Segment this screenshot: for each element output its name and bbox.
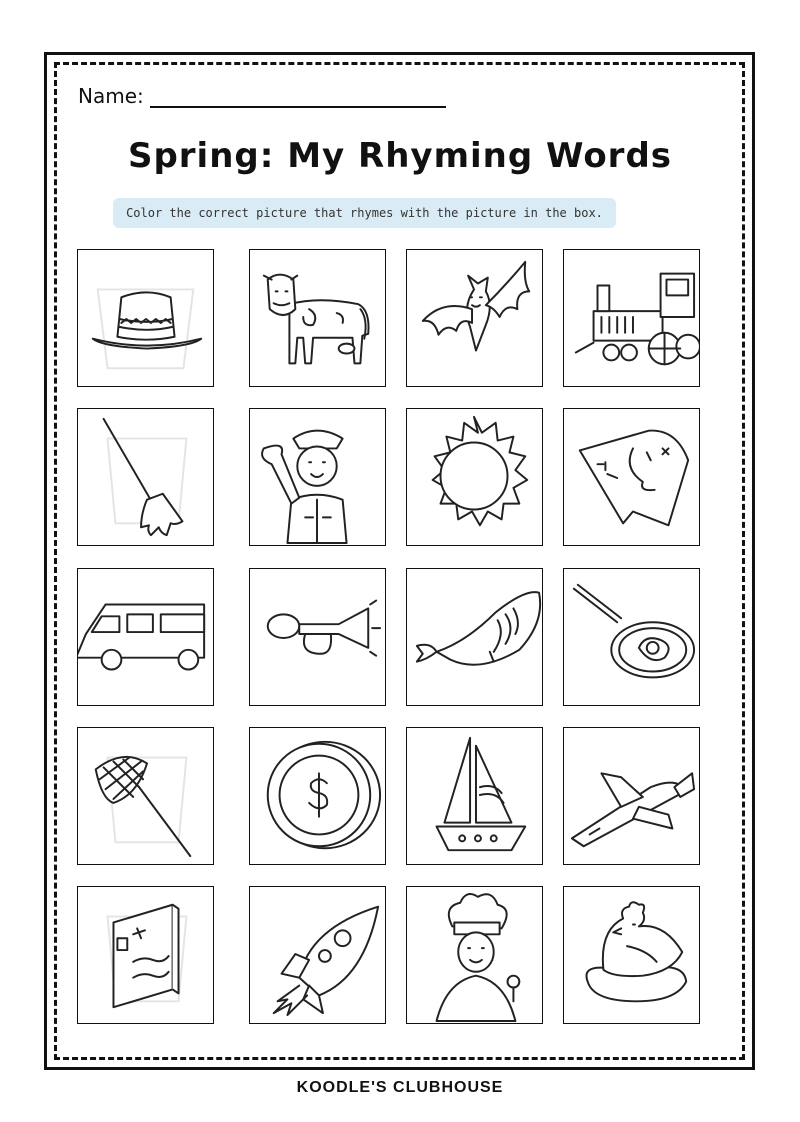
horn-icon <box>250 569 385 705</box>
choice-box-row-4-c[interactable] <box>563 727 700 865</box>
train-icon <box>564 250 699 386</box>
jet-icon <box>564 728 699 864</box>
prompt-box-row-3 <box>77 568 214 706</box>
instruction-banner: Color the correct picture that rhymes with the picture in the box. <box>113 198 616 228</box>
choice-box-row-4-a[interactable] <box>249 727 386 865</box>
choice-box-row-5-b[interactable] <box>406 886 543 1024</box>
chef-icon <box>407 887 542 1023</box>
worksheet-title: Spring: My Rhyming Words <box>127 136 673 176</box>
hen-icon <box>564 887 699 1023</box>
choice-box-row-5-a[interactable] <box>249 886 386 1024</box>
van-icon <box>78 569 213 705</box>
brand-footer: KOODLE'S CLUBHOUSE <box>296 1079 504 1096</box>
coin-icon <box>250 728 385 864</box>
cow-icon <box>250 250 385 386</box>
choice-box-row-3-a[interactable] <box>249 568 386 706</box>
choice-box-row-1-b[interactable] <box>406 249 543 387</box>
whale-icon <box>407 569 542 705</box>
choice-box-row-4-b[interactable] <box>406 727 543 865</box>
treasure-map-icon <box>564 409 699 545</box>
choice-box-row-1-a[interactable] <box>249 249 386 387</box>
choice-box-row-3-c[interactable] <box>563 568 700 706</box>
sailboat-icon <box>407 728 542 864</box>
bat-icon <box>407 250 542 386</box>
choice-box-row-1-c[interactable] <box>563 249 700 387</box>
prompt-box-row-2 <box>77 408 214 546</box>
police-officer-icon <box>250 409 385 545</box>
name-underline[interactable] <box>150 86 446 108</box>
choice-box-row-3-b[interactable] <box>406 568 543 706</box>
mop-icon <box>78 409 213 545</box>
prompt-box-row-1 <box>77 249 214 387</box>
name-field[interactable] <box>78 84 446 108</box>
choice-box-row-2-b[interactable] <box>406 408 543 546</box>
hat-icon <box>78 250 213 386</box>
name-label: Name: <box>78 84 144 108</box>
choice-box-row-2-a[interactable] <box>249 408 386 546</box>
sun-icon <box>407 409 542 545</box>
net-icon <box>78 728 213 864</box>
book-icon <box>78 887 213 1023</box>
frying-pan-icon <box>564 569 699 705</box>
choice-box-row-5-c[interactable] <box>563 886 700 1024</box>
prompt-box-row-5 <box>77 886 214 1024</box>
rocket-icon <box>250 887 385 1023</box>
choice-box-row-2-c[interactable] <box>563 408 700 546</box>
prompt-box-row-4 <box>77 727 214 865</box>
